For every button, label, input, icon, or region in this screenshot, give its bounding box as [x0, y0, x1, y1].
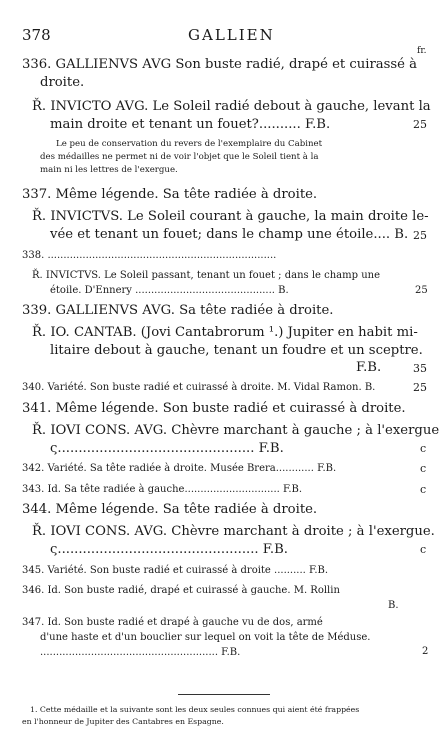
entry-345-line1: 345. Variété. Son buste radié et cuirassé à droite .......... F.B. [22, 565, 329, 576]
entry-339-line1: 339. GALLIENVS AVG. Sa tête radiée à droite. [22, 303, 334, 318]
entry-337-line1: 337. Même légende. Sa tête radiée à droite. [22, 187, 318, 202]
reverse-344-line1: Ř. IOVI CONS. AVG. Chèvre marchant à droite ; à l'exergue. [32, 524, 435, 539]
entry-340-line1: 340. Variété. Son buste radié et cuirassé à droite. M. Vidal Ramon. B. [22, 382, 376, 393]
entry-346-line1: 346. Id. Son buste radié, drapé et cuirassé à gauche. M. Rollin [22, 585, 340, 596]
entry-341-line1: 341. Même légende. Son buste radié et cuirassé à droite. [22, 401, 406, 416]
note-336-line1: Le peu de conservation du revers de l'exemplaire du Cabinet [56, 139, 323, 149]
reverse-341-line1: Ř. IOVI CONS. AVG. Chèvre marchant à gauche ; à l'exergue [32, 423, 440, 438]
entry-336-line2: droite. [40, 75, 85, 90]
value-347: 2 [422, 646, 429, 657]
reverse-337-line1: Ř. INVICTVS. Le Soleil courant à gauche, la main droite le- [32, 209, 429, 224]
column-label: fr. [417, 46, 427, 56]
entry-344-line1: 344. Même légende. Sa tête radiée à droite. [22, 502, 318, 517]
reverse-339-line2: litaire debout à gauche, tenant un foudre et un sceptre. [50, 343, 423, 358]
note-336-line2: des médailles ne permet ni de voir l'objet que le Soleil tient à la [40, 152, 319, 162]
entry-347-line1: 347. Id. Son buste radié et drapé à gauche vu de dos, armé [22, 617, 323, 628]
value-341: c [420, 442, 427, 455]
reverse-344-line2: ς................................................ F.B. [50, 542, 288, 557]
value-339: 35 [413, 362, 427, 375]
footnote-line1: 1. Cette médaille et la suivante sont les deux seules connues qui aient été frappées [30, 705, 360, 714]
reverse-339-line3: F.B. [356, 360, 382, 375]
reverse-338-line1: Ř. INVICTVS. Le Soleil passant, tenant un fouet ; dans le champ une [32, 270, 380, 281]
footnote-divider [178, 694, 270, 695]
value-344: c [420, 543, 427, 556]
reverse-339-line1: Ř. IO. CANTAB. (Jovi Cantabrorum ¹.) Jupiter en habit mi- [32, 325, 418, 340]
value-343: c [420, 483, 427, 496]
entry-342-line1: 342. Variété. Sa tête radiée à droite. Musée Brera............ F.B. [22, 463, 337, 474]
value-337: 25 [413, 229, 427, 242]
entry-338-line1: 338. ........................................................................ [22, 250, 277, 261]
reverse-337-line2: vée et tenant un fouet; dans le champ une étoile.... B. [50, 227, 409, 242]
reverse-341-line2: ς............................................... F.B. [50, 441, 284, 456]
value-340: 25 [413, 381, 427, 394]
value-338: 25 [415, 285, 428, 296]
entry-347-line3: ........................................................ F.B. [40, 647, 241, 658]
running-title: GALLIEN [188, 26, 275, 44]
value-342: c [420, 462, 427, 475]
entry-336-line1: 336. GALLIENVS AVG Son buste radié, drapé et cuirassé à [22, 57, 418, 72]
entry-346-line2: B. [388, 600, 399, 611]
entry-343-line1: 343. Id. Sa tête radiée à gauche.............................. F.B. [22, 484, 303, 495]
reverse-336-line1: Ř. INVICTO AVG. Le Soleil radié debout à gauche, levant la [32, 99, 431, 114]
page-number: 378 [22, 26, 51, 44]
entry-347-line2: d'une haste et d'un bouclier sur lequel on voit la tête de Méduse. [40, 632, 371, 643]
note-336-line3: main ni les lettres de l'exergue. [40, 165, 178, 175]
footnote-line2: en l'honneur de Jupiter des Cantabres en Espagne. [22, 717, 224, 726]
value-336: 25 [413, 118, 427, 131]
reverse-338-line2: étoile. D'Ennery ............................................ B. [50, 285, 289, 296]
reverse-336-line2: main droite et tenant un fouet?.......... F.B. [50, 117, 331, 132]
